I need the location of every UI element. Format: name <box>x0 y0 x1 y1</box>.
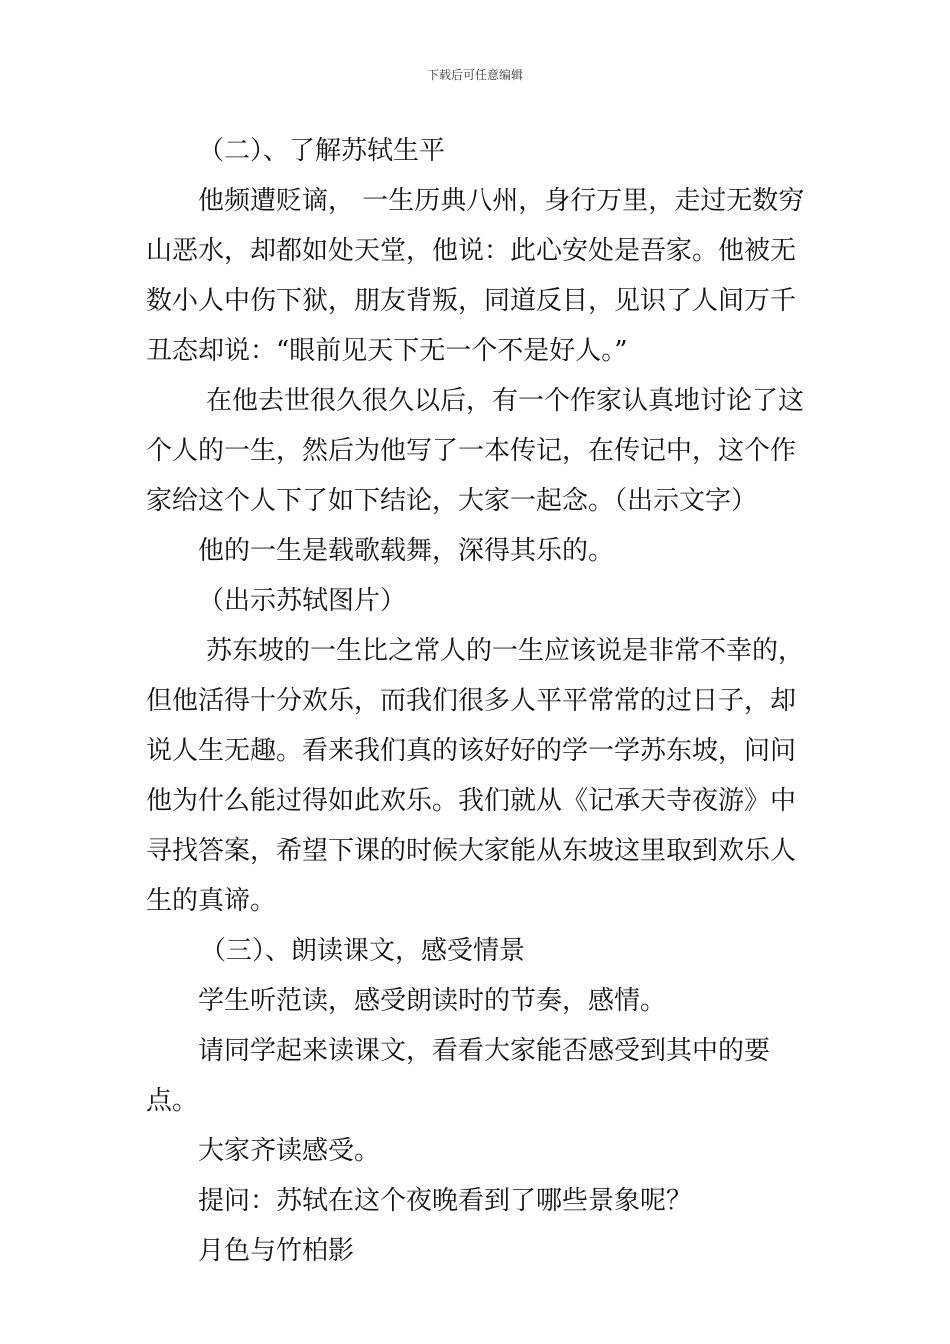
paragraph: 他频遭贬谪， 一生历典八州，身行万里，走过无数穷山恶水，却都如处天堂，他说：此心安处是吾家。他被无数小人中伤下狱，朋友背叛，同道反目，见识了人间万千丑态却说：“眼前见天下无一个不是好人。” <box>146 186 805 366</box>
section-heading: （二）、了解苏轼生平 <box>198 136 446 166</box>
paragraph: 学生听范读，感受朗读时的节奏，感情。 <box>198 986 667 1016</box>
section-heading: （三）、朗读课文，感受情景 <box>200 936 526 966</box>
paragraph: 大家齐读感受。 <box>198 1136 381 1166</box>
paragraph: 苏东坡的一生比之常人的一生应该说是非常不幸的，但他活得十分欢乐，而我们很多人平平常常的过日子，却说人生无趣。看来我们真的该好好的学一学苏东坡，问问他为什么能过得如此欢乐。我们就从《记承天寺夜游》中寻找答案，希望下课的时候大家能从东坡这里取到欢乐人生的真谛。 <box>146 636 805 916</box>
page-header: 下载后可任意编辑 <box>426 68 523 82</box>
document-body <box>146 126 806 1276</box>
paragraph: 提问：苏轼在这个夜晚看到了哪些景象呢？ <box>198 1186 693 1216</box>
paragraph: 月色与竹柏影 <box>198 1236 355 1266</box>
paragraph: （出示苏轼图片） <box>198 586 407 616</box>
paragraph: 他的一生是载歌载舞，深得其乐的。 <box>198 536 615 566</box>
paragraph: 在他去世很久很久以后，有一个作家认真地讨论了这个人的一生，然后为他写了一本传记，在传记中，这个作家给这个人下了如下结论，大家一起念。（出示文字） <box>146 386 805 516</box>
paragraph: 请同学起来读课文，看看大家能否感受到其中的要点。 <box>146 1036 771 1116</box>
